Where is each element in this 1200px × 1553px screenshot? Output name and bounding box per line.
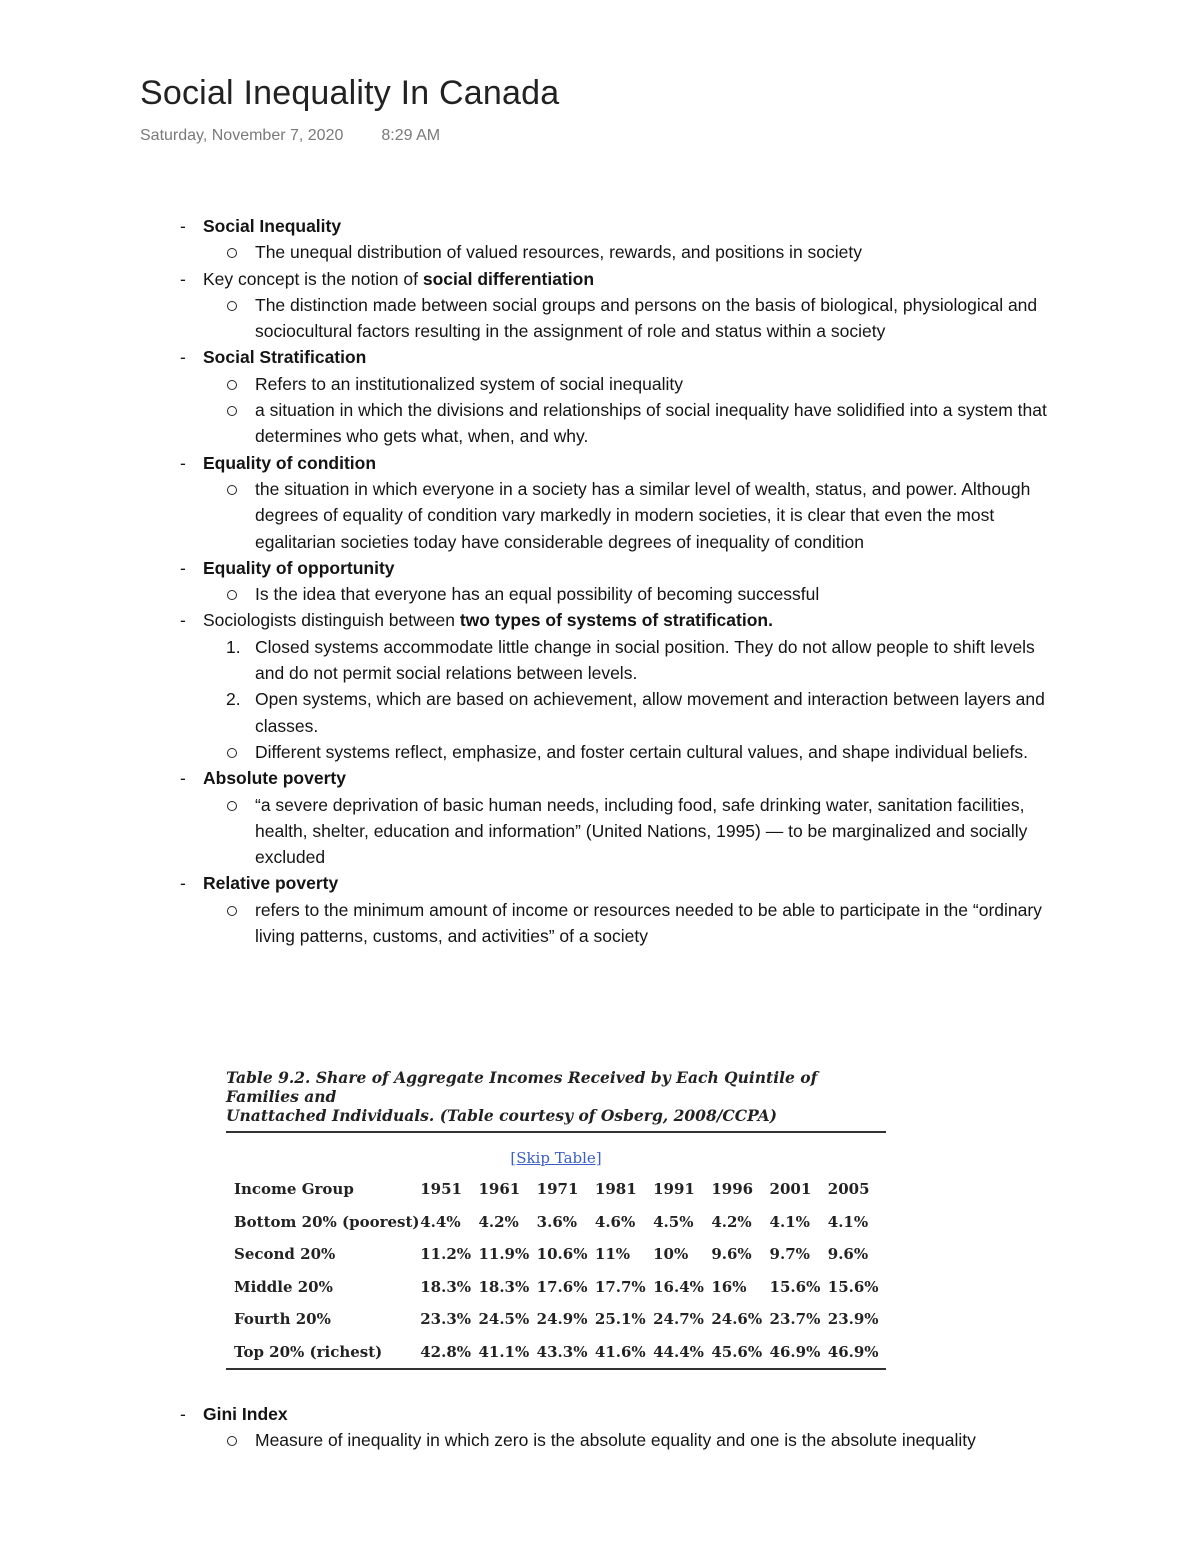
table-caption-line-1: Table 9.2. Share of Aggregate Incomes Received by Each Quintile of Families and xyxy=(226,1068,818,1106)
outline-term: Equality of condition xyxy=(203,452,377,473)
column-header-year: 1961 xyxy=(478,1180,521,1199)
outline-text: Closed systems accommodate little change in social position. They do not allow people to shift levels and do not permit social relations between levels. xyxy=(255,636,1035,684)
outline-item xyxy=(0,266,1200,292)
outline-term: Equality of opportunity xyxy=(203,557,395,578)
outline-subitem xyxy=(0,292,1200,345)
column-header-year: 1971 xyxy=(536,1180,579,1199)
table-row xyxy=(226,1271,886,1304)
table-cell: 4.2% xyxy=(711,1212,752,1231)
table-cell: 43.3% xyxy=(536,1342,588,1361)
dash-bullet: - xyxy=(180,873,186,894)
table-cell: 11% xyxy=(594,1245,631,1264)
outline-subitem xyxy=(0,581,1200,607)
list-number: 2. xyxy=(226,689,241,710)
table-cell: 46.9% xyxy=(827,1342,879,1361)
dash-bullet: - xyxy=(180,347,186,368)
table-cell: 17.7% xyxy=(594,1277,646,1296)
table-cell: 4.2% xyxy=(478,1212,519,1231)
outline-term: Gini Index xyxy=(203,1404,288,1424)
table-cell: 46.9% xyxy=(769,1342,821,1361)
column-header-year: 2001 xyxy=(769,1180,812,1199)
dash-bullet: - xyxy=(180,216,186,236)
skip-table xyxy=(226,1149,886,1167)
table-cell: 25.1% xyxy=(594,1310,646,1329)
outline-text: Refers to an institutionalized system of social inequality xyxy=(255,373,683,394)
column-header-year: 1981 xyxy=(594,1180,637,1199)
hollow-bullet-icon xyxy=(227,248,237,258)
page-title: Social Inequality In Canada xyxy=(140,74,560,112)
table-row xyxy=(226,1303,886,1336)
outline-text: The distinction made between social groups and persons on the basis of biological, physiological and sociocultural factors resulting in the assignment of role and status within a society xyxy=(255,294,1038,342)
outline-subitem xyxy=(0,476,1200,555)
table-caption xyxy=(226,1068,886,1125)
table-cell: 11.2% xyxy=(420,1245,472,1264)
table-cell: 9.7% xyxy=(769,1245,810,1264)
hollow-bullet-icon xyxy=(227,301,237,311)
outline-term: Social Inequality xyxy=(203,216,342,236)
table-cell: 4.1% xyxy=(827,1212,869,1231)
hollow-bullet-icon xyxy=(227,1436,237,1446)
income-quintile-table xyxy=(226,1173,886,1368)
outline-subitem xyxy=(0,686,1200,739)
list-number: 1. xyxy=(226,636,241,657)
outline-text: Measure of inequality in which zero is the absolute equality and one is the absolute inequality xyxy=(255,1430,976,1451)
outline-text: “a severe deprivation of basic human needs, including food, safe drinking water, sanitation facilities, health, shelter, education and information” (United Nations, 1995) — to be marginalized and socially excluded xyxy=(255,794,1028,868)
outline-term: two types of systems of stratification. xyxy=(459,610,773,631)
outline-text: a situation in which the divisions and relationships of social inequality have solidified into a system that determines who gets what, when, and why. xyxy=(255,400,1047,447)
row-label: Top 20% (richest) xyxy=(234,1342,383,1361)
table-cell: 17.6% xyxy=(536,1277,588,1296)
table-cell: 10.6% xyxy=(536,1245,588,1264)
outline-text: the situation in which everyone in a society has a similar level of wealth, status, and power. Although degrees of equality of condition vary markedly in modern societies, it is clear that even the most egalitarian societies today have considerable degrees of inequality of condition xyxy=(255,478,1031,552)
gini-outline xyxy=(0,1401,1200,1454)
table-cell: 24.5% xyxy=(478,1310,530,1329)
table-cell: 3.6% xyxy=(536,1212,578,1231)
table-cell: 24.9% xyxy=(536,1310,588,1329)
hollow-bullet-icon xyxy=(227,380,237,390)
hollow-bullet-icon xyxy=(227,590,237,600)
table-cell: 24.6% xyxy=(711,1310,763,1329)
outline-text: Is the idea that everyone has an equal possibility of becoming successful xyxy=(255,584,820,605)
column-header-year: 1991 xyxy=(653,1180,695,1199)
outline-term: Absolute poverty xyxy=(203,768,346,789)
notes-outline xyxy=(0,213,1200,949)
outline-subitem xyxy=(0,239,1200,265)
table-cell: 23.7% xyxy=(769,1310,821,1329)
outline-item xyxy=(0,450,1200,476)
outline-item xyxy=(0,870,1200,896)
outline-item xyxy=(0,344,1200,370)
table-cell: 9.6% xyxy=(827,1245,869,1264)
column-header-year: 2005 xyxy=(827,1180,870,1199)
row-label: Second 20% xyxy=(234,1245,336,1264)
table-row xyxy=(226,1336,886,1369)
outline-term: Social Stratification xyxy=(203,347,367,368)
outline-item xyxy=(0,765,1200,791)
outline-subitem xyxy=(0,1427,1200,1453)
dash-bullet: - xyxy=(180,268,186,289)
table-cell: 11.9% xyxy=(478,1245,530,1264)
outline-text: refers to the minimum amount of income or resources needed to be able to participate in the “ordinary living patterns, customs, and activities” of a society xyxy=(255,899,1042,947)
income-table-figure xyxy=(226,1068,886,1370)
table-cell: 10% xyxy=(653,1245,689,1264)
table-cell: 44.4% xyxy=(653,1342,704,1361)
table-top-rule xyxy=(226,1131,886,1133)
note-date: Saturday, November 7, 2020 xyxy=(140,127,344,144)
note-timestamp xyxy=(140,127,440,145)
outline-subitem xyxy=(0,371,1200,397)
outline-subitem xyxy=(0,634,1200,687)
table-body xyxy=(226,1206,886,1369)
outline-term: social differentiation xyxy=(422,268,595,289)
table-caption-line-2: Unattached Individuals. (Table courtesy of Osberg, 2008/CCPA) xyxy=(226,1106,777,1125)
outline-text: Different systems reflect, emphasize, and foster certain cultural values, and shape individual beliefs. xyxy=(255,741,1028,762)
outline-text: Sociologists distinguish between xyxy=(203,610,460,631)
note-time: 8:29 AM xyxy=(381,127,441,144)
table-header-row xyxy=(226,1173,886,1206)
table-cell: 45.6% xyxy=(711,1342,763,1361)
outline-text: The unequal distribution of valued resources, rewards, and positions in society xyxy=(255,242,863,263)
table-cell: 4.5% xyxy=(653,1212,694,1231)
outline-item xyxy=(0,1401,1200,1427)
table-cell: 9.6% xyxy=(711,1245,752,1264)
table-cell: 42.8% xyxy=(420,1342,472,1361)
dash-bullet: - xyxy=(180,1404,186,1424)
outline-term: Relative poverty xyxy=(203,873,339,894)
table-cell: 23.3% xyxy=(420,1310,472,1329)
table-cell: 15.6% xyxy=(769,1277,821,1296)
table-cell: 15.6% xyxy=(827,1277,879,1296)
hollow-bullet-icon xyxy=(227,906,237,916)
outline-text: Key concept is the notion of xyxy=(203,268,423,289)
dash-bullet: - xyxy=(180,768,186,789)
table-cell: 16.4% xyxy=(653,1277,704,1296)
hollow-bullet-icon xyxy=(227,748,237,758)
table-cell: 4.6% xyxy=(594,1212,636,1231)
table-cell: 4.1% xyxy=(769,1212,810,1231)
dash-bullet: - xyxy=(180,452,186,473)
hollow-bullet-icon xyxy=(227,406,237,416)
table-cell: 41.6% xyxy=(594,1342,646,1361)
outline-item xyxy=(0,213,1200,239)
table-cell: 41.1% xyxy=(478,1342,530,1361)
dash-bullet: - xyxy=(180,610,186,631)
outline-item xyxy=(0,607,1200,633)
table-bottom-rule xyxy=(226,1368,886,1370)
column-header-year: 1951 xyxy=(420,1180,462,1199)
table-row xyxy=(226,1206,886,1239)
row-label: Fourth 20% xyxy=(234,1310,331,1329)
table-cell: 16% xyxy=(711,1277,747,1296)
table-cell: 24.7% xyxy=(653,1310,704,1329)
table-row xyxy=(226,1238,886,1271)
hollow-bullet-icon xyxy=(227,801,237,811)
table-cell: 18.3% xyxy=(478,1277,530,1296)
hollow-bullet-icon xyxy=(227,485,237,495)
outline-subitem xyxy=(0,739,1200,765)
skip-table-link[interactable]: [Skip Table] xyxy=(510,1149,602,1167)
outline-subitem xyxy=(0,792,1200,871)
column-header-income-group: Income Group xyxy=(234,1180,354,1199)
table-cell: 4.4% xyxy=(420,1212,461,1231)
table-cell: 18.3% xyxy=(420,1277,472,1296)
outline-item xyxy=(0,555,1200,581)
row-label: Bottom 20% (poorest) xyxy=(234,1212,420,1231)
row-label: Middle 20% xyxy=(234,1277,333,1296)
table-cell: 23.9% xyxy=(827,1310,879,1329)
outline-subitem xyxy=(0,897,1200,950)
outline-subitem xyxy=(0,397,1200,450)
column-header-year: 1996 xyxy=(711,1180,754,1199)
outline-text: Open systems, which are based on achievement, allow movement and interaction between layers and classes. xyxy=(255,689,1045,736)
dash-bullet: - xyxy=(180,557,186,578)
